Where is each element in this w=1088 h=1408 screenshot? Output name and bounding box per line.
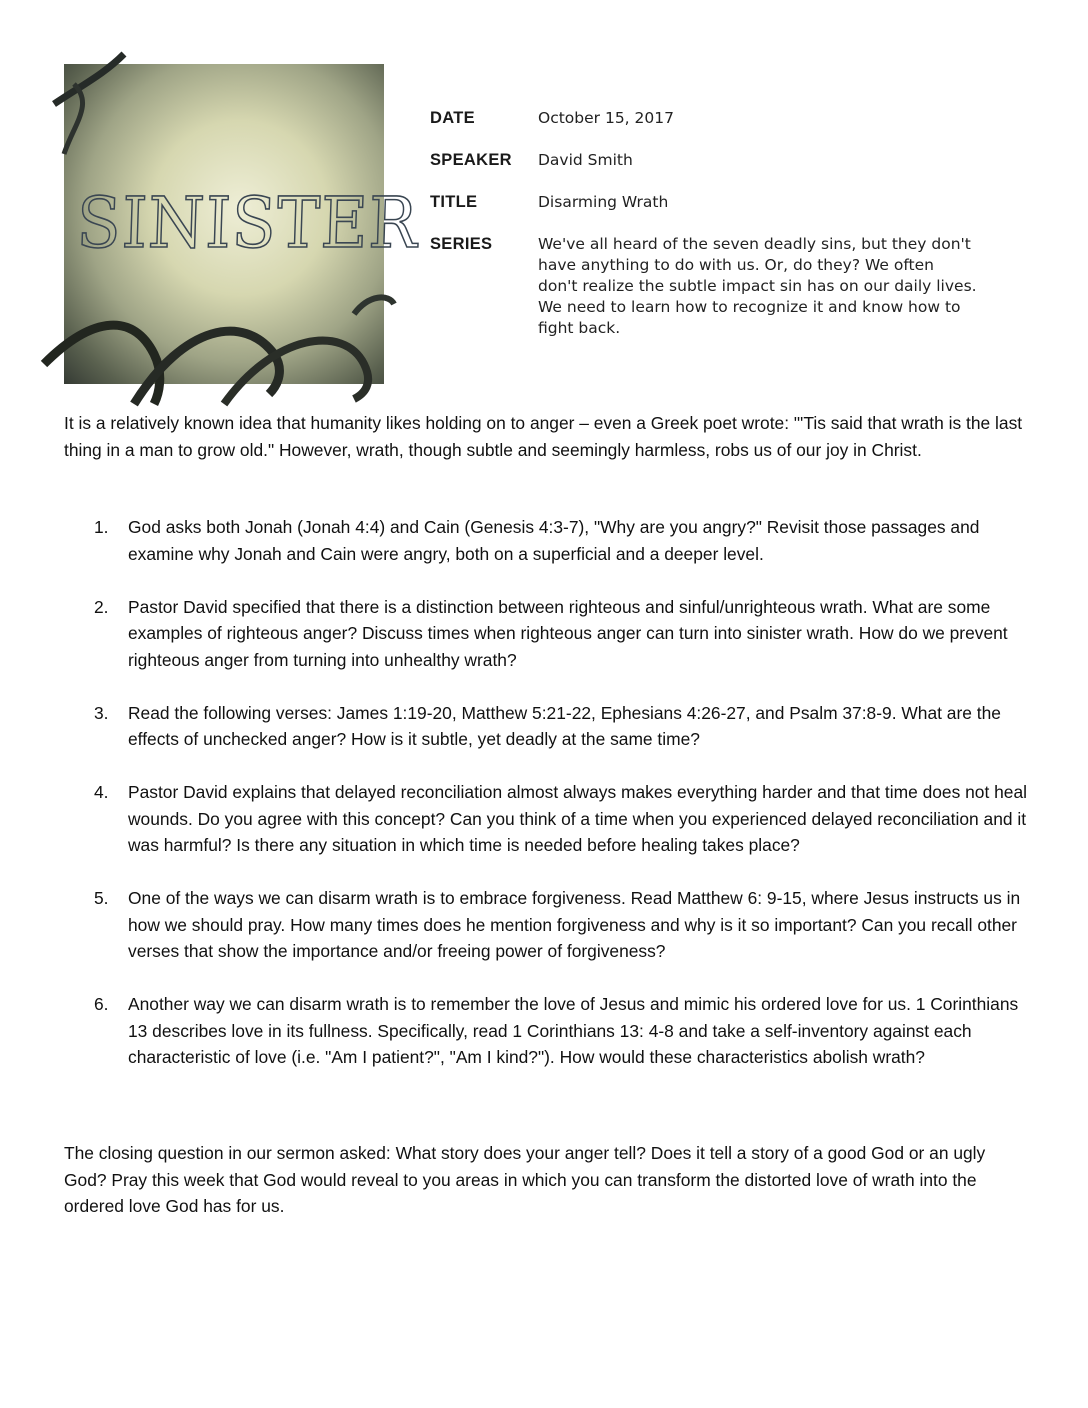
series-cover-image [64, 64, 420, 384]
question-text: God asks both Jonah (Jonah 4:4) and Cain (Genesis 4:3-7), "Why are you angry?" Revisit those passages and examine why Jonah and Cain were angry, both on a superficial and a deeper level. [128, 517, 980, 564]
question-number: 3. [94, 702, 109, 723]
question-text: Read the following verses: James 1:19-20, Matthew 5:21-22, Ephesians 4:26-27, and Psalm 37:8-9. What are the effects of unchecked anger? How is it subtle, yet deadly at the same time? [128, 702, 1001, 749]
question-item [64, 779, 1032, 859]
title-row [430, 190, 990, 214]
question-number: 6. [94, 994, 109, 1014]
speaker-value: David Smith [538, 151, 633, 169]
question-text: Pastor David specified that there is a distinction between righteous and sinful/unrighteous wrath. What are some examples of righteous anger? Discuss times when righteous anger can turn into sinister wrath. How do we prevent righteous anger from turning into unhealthy wrath? [128, 596, 1008, 670]
question-number: 2. [94, 596, 109, 617]
question-text: Pastor David explains that delayed reconciliation almost always makes everything harder and that time does not heal wounds. Do you agree with this concept? Can you think of a time when you experienced delayed reconciliation and it was harmful? Is there any situation in which time is needed before healing takes place? [128, 782, 1028, 855]
question-number: 5. [94, 888, 109, 908]
date-value: October 15, 2017 [538, 109, 674, 127]
question-text: Another way we can disarm wrath is to remember the love of Jesus and mimic his ordered love for us. 1 Corinthians 13 describes love in its fullness. Specifically, read 1 Corinthians 13: 4-8 and take a self-inventory against each characteristic of love (i.e. "Am I patient?", "Am I kind?"). How would these characteristics abolish wrath? [128, 994, 1019, 1067]
question-item [64, 514, 1032, 567]
question-item [64, 991, 1032, 1071]
speaker-label: SPEAKER [430, 151, 512, 169]
title-value: Disarming Wrath [538, 193, 669, 211]
intro-paragraph: It is a relatively known idea that humanity likes holding on to anger – even a Greek poet wrote: "'Tis said that wrath is the last thing in a man to grow old." However, wrath, though subtle and seemingly harmless, robs us of our joy in Christ. [64, 413, 1023, 460]
date-row [430, 106, 990, 130]
date-label: DATE [430, 109, 475, 127]
closing-paragraph: The closing question in our sermon asked: What story does your anger tell? Does it tell a story of a good God or an ugly God? Pray this week that God would reveal to you areas in which you can transform the distorted love of wrath into the ordered love God has for us. [64, 1143, 986, 1216]
question-text: One of the ways we can disarm wrath is to embrace forgiveness. Read Matthew 6: 9-15, where Jesus instructs us in how we should pray. How many times does he mention forgiveness and why is it so important? Can you recall other verses that show the importance and/or freeing power of forgiveness? [128, 888, 1021, 961]
title-label: TITLE [430, 193, 478, 211]
question-item [64, 594, 1032, 674]
series-description: We've all heard of the seven deadly sins, but they don't have anything to do with us. Or, do they? We often don't realize the subtle impact sin has on our daily lives. We need to learn how to recognize it and know how to fight back. [538, 235, 977, 337]
question-number: 4. [94, 782, 109, 802]
sermon-details [430, 106, 990, 357]
question-item [64, 885, 1032, 965]
series-wordmark: SINISTER [75, 182, 420, 264]
question-number: 1. [94, 517, 109, 537]
discussion-questions [64, 514, 1032, 1097]
question-item [64, 700, 1032, 753]
series-row [430, 232, 990, 339]
series-label: SERIES [430, 235, 493, 253]
speaker-row [430, 148, 990, 172]
